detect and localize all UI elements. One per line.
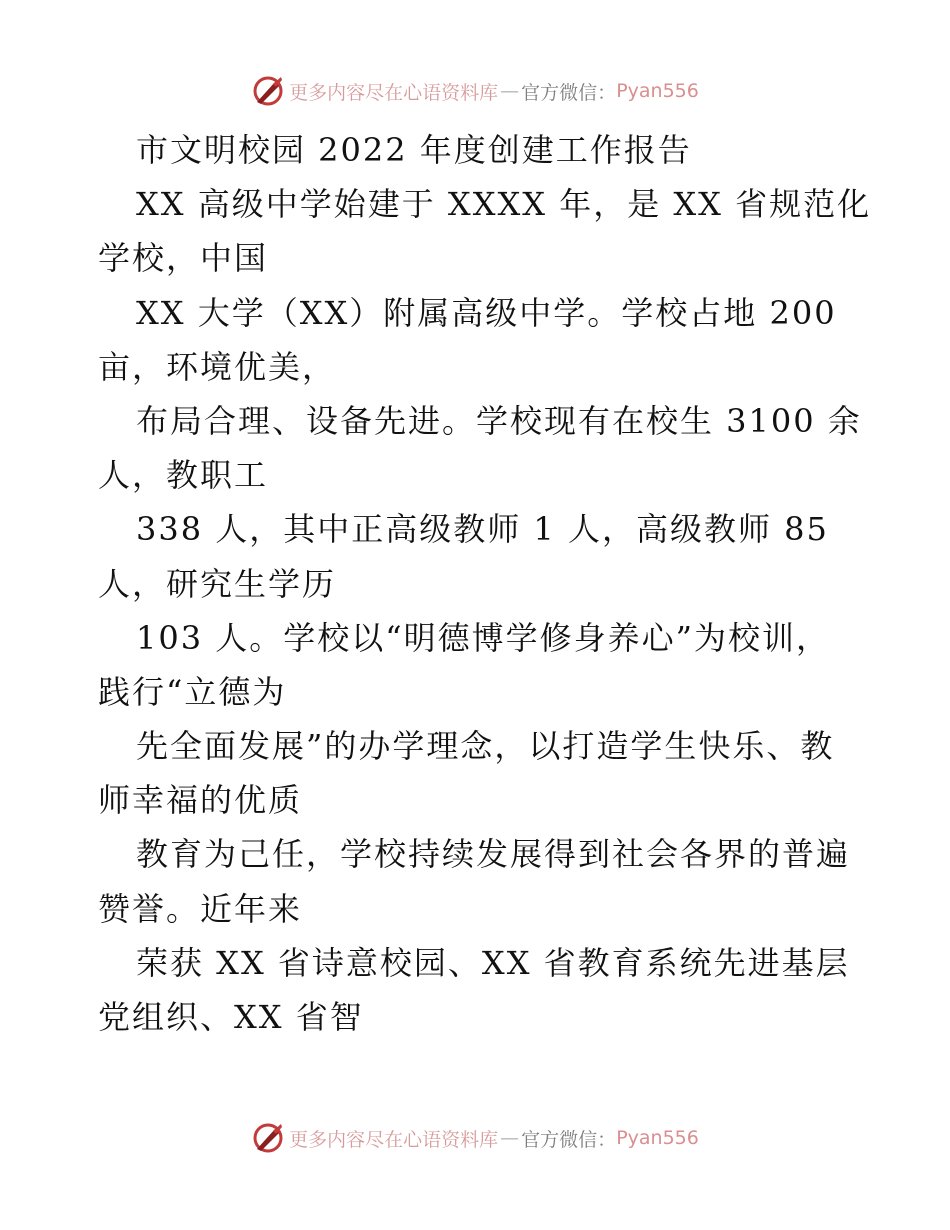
document-title: 市文明校园 2022 年度创建工作报告 bbox=[136, 131, 692, 169]
document-line: XX 大学（XX）附属高级中学。学校占地 200 bbox=[136, 293, 837, 332]
document-line: 师幸福的优质 bbox=[98, 781, 303, 820]
banner-wechat-label: 官方微信： bbox=[521, 81, 617, 104]
document-line: 103 人。学校以“明德博学修身养心”为校训， bbox=[136, 618, 830, 657]
document-line: 人，教职工 bbox=[98, 456, 269, 495]
document-body bbox=[98, 123, 872, 1044]
banner-dash: — bbox=[500, 80, 520, 102]
footer-banner bbox=[0, 1118, 950, 1158]
header-banner bbox=[0, 71, 950, 111]
document-line: 布局合理、设备先进。学校现有在校生 3100 余 bbox=[136, 401, 862, 440]
document-line: 党组织、XX 省智 bbox=[98, 998, 364, 1036]
document-line: 学校，中国 bbox=[98, 239, 269, 278]
banner-dash: — bbox=[500, 1127, 520, 1149]
banner-wechat-id: Pyan556 bbox=[616, 1127, 699, 1149]
document-line: 荣获 XX 省诗意校园、XX 省教育系统先进基层 bbox=[136, 943, 850, 982]
document-line: XX 高级中学始建于 XXXX 年，是 XX 省规范化 bbox=[136, 185, 872, 224]
document-line: 践行“立德为 bbox=[98, 672, 287, 711]
document-line: 338 人，其中正高级教师 1 人，高级教师 85 bbox=[136, 510, 829, 549]
quill-logo-icon bbox=[251, 1121, 285, 1155]
banner-wechat-id: Pyan556 bbox=[616, 80, 699, 102]
document-line: 亩，环境优美， bbox=[98, 347, 337, 386]
document-line: 赞誉。近年来 bbox=[98, 889, 303, 928]
banner-main-text: 更多内容尽在心语资料库 bbox=[289, 81, 499, 104]
banner-main-text: 更多内容尽在心语资料库 bbox=[289, 1128, 499, 1151]
banner-wechat-label: 官方微信： bbox=[521, 1128, 617, 1151]
document-line: 教育为己任，学校持续发展得到社会各界的普遍 bbox=[136, 835, 851, 874]
document-line: 人，研究生学历 bbox=[98, 564, 337, 603]
document-line: 先全面发展”的办学理念，以打造学生快乐、教 bbox=[136, 727, 835, 766]
quill-logo-icon bbox=[251, 74, 285, 108]
